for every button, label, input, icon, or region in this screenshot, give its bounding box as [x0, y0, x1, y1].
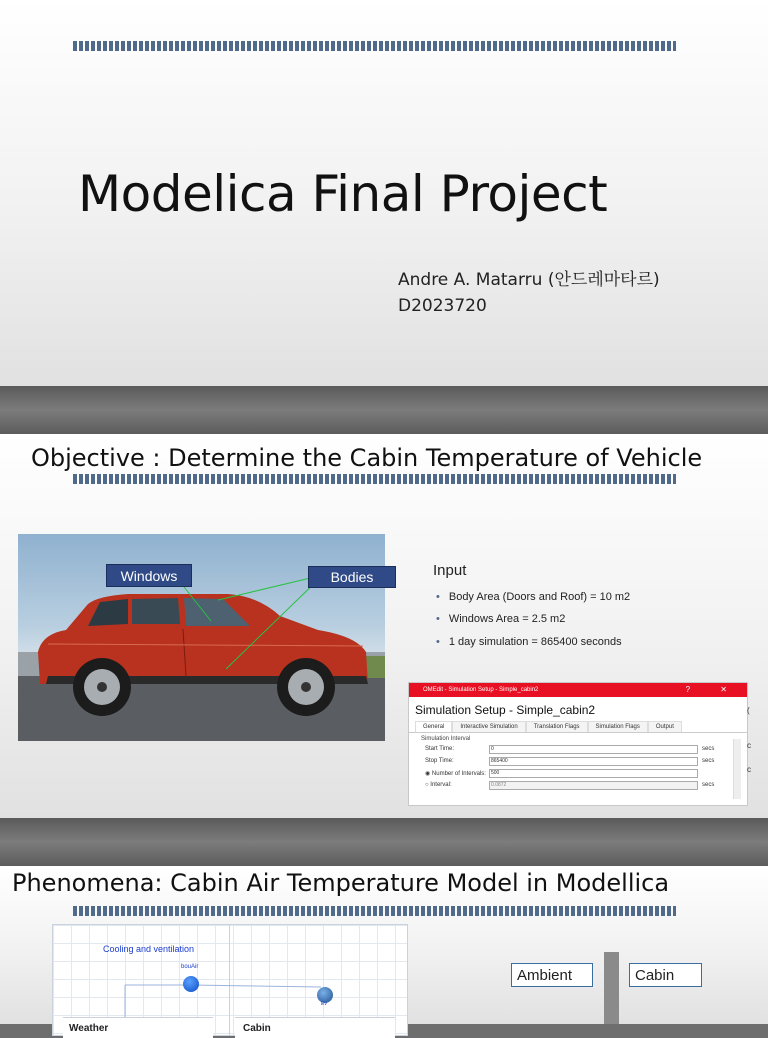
bouair-label: bouAir: [181, 964, 199, 970]
dialog-scrollbar[interactable]: [733, 739, 741, 799]
weather-block[interactable]: [63, 1017, 213, 1038]
decorative-dash-bar: [73, 41, 676, 51]
phenomena-slide: [0, 866, 768, 1034]
row-number-of-intervals: ◉ Number of Intervals: 500: [409, 767, 747, 779]
tab-translation-flags[interactable]: Translation Flags: [526, 721, 588, 732]
slide-separator: [0, 818, 768, 866]
weather-label: Weather: [69, 1023, 109, 1034]
slide-title: Modelica Final Project: [78, 165, 608, 223]
dialog-tabs: [409, 721, 747, 733]
bodies-label: Bodies: [308, 566, 396, 588]
radio-unselected-icon[interactable]: ○: [425, 782, 431, 788]
row-start-time: Start Time: 0 secs: [425, 745, 715, 752]
row-stop-time: Stop Time: 865400 secs: [425, 757, 715, 764]
objective-slide: [0, 434, 768, 818]
phenomena-title: Phenomena: Cabin Air Temperature Model in Modellica: [12, 869, 670, 897]
tab-output[interactable]: Output: [648, 721, 682, 732]
decorative-dash-bar: [73, 474, 676, 484]
input-heading: Input: [433, 562, 467, 579]
dialog-titlebar: OMEdit - Simulation Setup - Simple_cabin2 ? ✕: [409, 683, 747, 697]
cabin-block[interactable]: [235, 1017, 395, 1038]
wall-bar: [604, 952, 619, 1024]
bullet-body-area: • Body Area (Doors and Roof) = 10 m2: [436, 591, 631, 603]
interval-field[interactable]: 0.0872: [489, 781, 698, 790]
author-name: Andre A. Matarru (안드레마타르): [398, 270, 660, 290]
cabin-block-label: Cabin: [243, 1023, 271, 1034]
bullet-simulation-time: • 1 day simulation = 865400 seconds: [436, 636, 622, 648]
radio-selected-icon[interactable]: ◉: [425, 770, 432, 777]
edge-text-2: c: [747, 741, 751, 750]
tab-interactive-simulation[interactable]: Interactive Simulation: [452, 721, 525, 732]
edge-text-3: c: [747, 765, 751, 774]
car-photo: [18, 534, 385, 741]
windows-label: Windows: [106, 564, 192, 587]
decorative-dash-bar: [73, 906, 676, 916]
window-controls[interactable]: ? ✕: [685, 685, 741, 694]
stop-time-field[interactable]: 865400: [489, 757, 698, 766]
title-slide: [0, 0, 768, 386]
edge-text-1: (: [747, 706, 750, 715]
objective-title: Objective : Determine the Cabin Temperature of Vehicle: [31, 444, 703, 472]
dialog-title: Simulation Setup - Simple_cabin2: [415, 703, 596, 717]
tab-simulation-flags[interactable]: Simulation Flags: [588, 721, 648, 732]
tab-general[interactable]: General: [415, 721, 452, 732]
cabin-box: Cabin: [629, 963, 702, 987]
student-id: D2023720: [398, 296, 487, 316]
start-time-field[interactable]: 0: [489, 745, 698, 754]
slide-separator: [0, 386, 768, 434]
ambient-box: Ambient: [511, 963, 593, 987]
modelica-diagram: [52, 924, 408, 1036]
intervals-field[interactable]: 500: [489, 769, 698, 778]
row-interval: ○ Interval: 0.0872 secs: [425, 781, 715, 788]
section-simulation-interval: Simulation Interval: [421, 736, 471, 742]
ev-label: Ev: [321, 1001, 327, 1007]
cooling-label: Cooling and ventilation: [103, 944, 195, 954]
boundary-node-icon[interactable]: [183, 976, 199, 992]
simulation-setup-dialog: [408, 682, 748, 806]
bullet-windows-area: • Windows Area = 2.5 m2: [436, 613, 566, 625]
